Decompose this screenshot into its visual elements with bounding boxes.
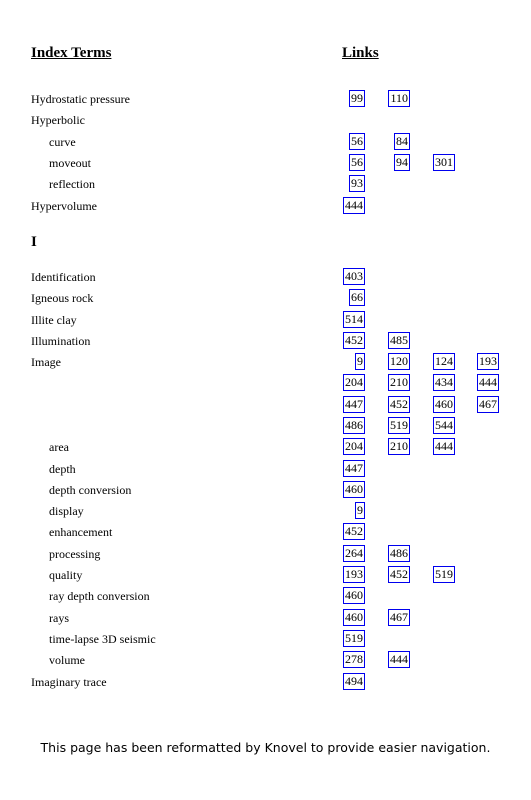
index-header-links: Links <box>342 45 379 61</box>
page-link[interactable]: 278 <box>345 652 363 666</box>
index-row <box>0 153 531 173</box>
index-row <box>0 310 531 330</box>
page-link[interactable]: 444 <box>390 652 408 666</box>
page-link[interactable]: 403 <box>345 269 363 283</box>
index-term: Identification <box>31 270 96 284</box>
page-link[interactable]: 452 <box>345 524 363 538</box>
page-link[interactable]: 56 <box>351 134 363 148</box>
page-link[interactable]: 110 <box>390 91 408 105</box>
page-link[interactable]: 519 <box>435 567 453 581</box>
index-row <box>0 196 531 216</box>
page-link[interactable]: 124 <box>435 354 453 368</box>
page-link[interactable]: 485 <box>390 333 408 347</box>
index-header-terms: Index Terms <box>31 45 112 61</box>
index-row <box>0 629 531 649</box>
page-link[interactable]: 544 <box>435 418 453 432</box>
page-link[interactable]: 514 <box>345 312 363 326</box>
page-link[interactable]: 9 <box>357 354 363 368</box>
page-link[interactable]: 467 <box>479 397 497 411</box>
index-subterm: time-lapse 3D seismic <box>49 632 156 646</box>
index-row <box>0 132 531 152</box>
index-row <box>0 416 531 436</box>
index-row <box>0 267 531 287</box>
index-row <box>0 373 531 393</box>
index-row <box>0 565 531 585</box>
page-link[interactable]: 204 <box>345 375 363 389</box>
index-term: Illumination <box>31 334 91 348</box>
page-link[interactable]: 193 <box>479 354 497 368</box>
index-row <box>0 608 531 628</box>
index-row <box>0 395 531 415</box>
page-link[interactable]: 519 <box>345 631 363 645</box>
index-row <box>0 174 531 194</box>
index-subterm: area <box>49 440 69 454</box>
index-subterm: moveout <box>49 156 91 170</box>
index-row <box>0 288 531 308</box>
index-row <box>0 437 531 457</box>
page-link[interactable]: 460 <box>435 397 453 411</box>
page-link[interactable]: 9 <box>357 503 363 517</box>
index-term: Hypervolume <box>31 199 97 213</box>
page-link[interactable]: 486 <box>345 418 363 432</box>
page-link[interactable]: 444 <box>345 198 363 212</box>
page-link[interactable]: 84 <box>396 134 408 148</box>
index-section-letter: I <box>31 234 37 250</box>
page-link[interactable]: 204 <box>345 439 363 453</box>
page-link[interactable]: 99 <box>351 91 363 105</box>
page-link[interactable]: 486 <box>390 546 408 560</box>
index-term: Hyperbolic <box>31 113 85 127</box>
index-row <box>0 480 531 500</box>
page-link[interactable]: 467 <box>390 610 408 624</box>
index-subterm: depth conversion <box>49 483 132 497</box>
index-row <box>0 522 531 542</box>
page-link[interactable]: 452 <box>390 397 408 411</box>
index-subterm: processing <box>49 547 101 561</box>
page-link[interactable]: 93 <box>351 176 363 190</box>
footer-note: This page has been reformatted by Knovel to provide easier navigation. <box>40 740 491 755</box>
index-row <box>0 672 531 692</box>
page-link[interactable]: 444 <box>479 375 497 389</box>
page-link[interactable]: 193 <box>345 567 363 581</box>
index-subterm: quality <box>49 568 83 582</box>
index-row <box>0 501 531 521</box>
index-row <box>0 352 531 372</box>
page-link[interactable]: 66 <box>351 290 363 304</box>
page-link[interactable]: 519 <box>390 418 408 432</box>
index-subterm: enhancement <box>49 525 113 539</box>
index-term: Hydrostatic pressure <box>31 92 130 106</box>
page-link[interactable]: 56 <box>351 155 363 169</box>
page-link[interactable]: 452 <box>390 567 408 581</box>
index-term: Image <box>31 355 61 369</box>
page-link[interactable]: 264 <box>345 546 363 560</box>
page-link[interactable]: 444 <box>435 439 453 453</box>
index-subterm: volume <box>49 653 85 667</box>
page-link[interactable]: 301 <box>435 155 453 169</box>
index-term: Igneous rock <box>31 291 94 305</box>
page-link[interactable]: 447 <box>345 461 363 475</box>
index-row <box>0 331 531 351</box>
page-link[interactable]: 460 <box>345 588 363 602</box>
index-row <box>0 232 531 252</box>
index-row <box>0 110 531 130</box>
index-term: Illite clay <box>31 313 77 327</box>
page-link[interactable]: 460 <box>345 482 363 496</box>
index-row <box>0 89 531 109</box>
page-link[interactable]: 94 <box>396 155 408 169</box>
index-term: Imaginary trace <box>31 675 107 689</box>
index-subterm: ray depth conversion <box>49 589 150 603</box>
index-subterm: curve <box>49 135 76 149</box>
page-link[interactable]: 447 <box>345 397 363 411</box>
page-link[interactable]: 434 <box>435 375 453 389</box>
index-subterm: rays <box>49 611 69 625</box>
page-link[interactable]: 452 <box>345 333 363 347</box>
page-link[interactable]: 120 <box>390 354 408 368</box>
index-subterm: reflection <box>49 177 95 191</box>
index-row <box>0 459 531 479</box>
index-subterm: display <box>49 504 84 518</box>
page-link[interactable]: 494 <box>345 674 363 688</box>
index-row <box>0 544 531 564</box>
index-subterm: depth <box>49 462 76 476</box>
index-row <box>0 586 531 606</box>
page-link[interactable]: 460 <box>345 610 363 624</box>
page-link[interactable]: 210 <box>390 375 408 389</box>
page-link[interactable]: 210 <box>390 439 408 453</box>
index-row <box>0 650 531 670</box>
